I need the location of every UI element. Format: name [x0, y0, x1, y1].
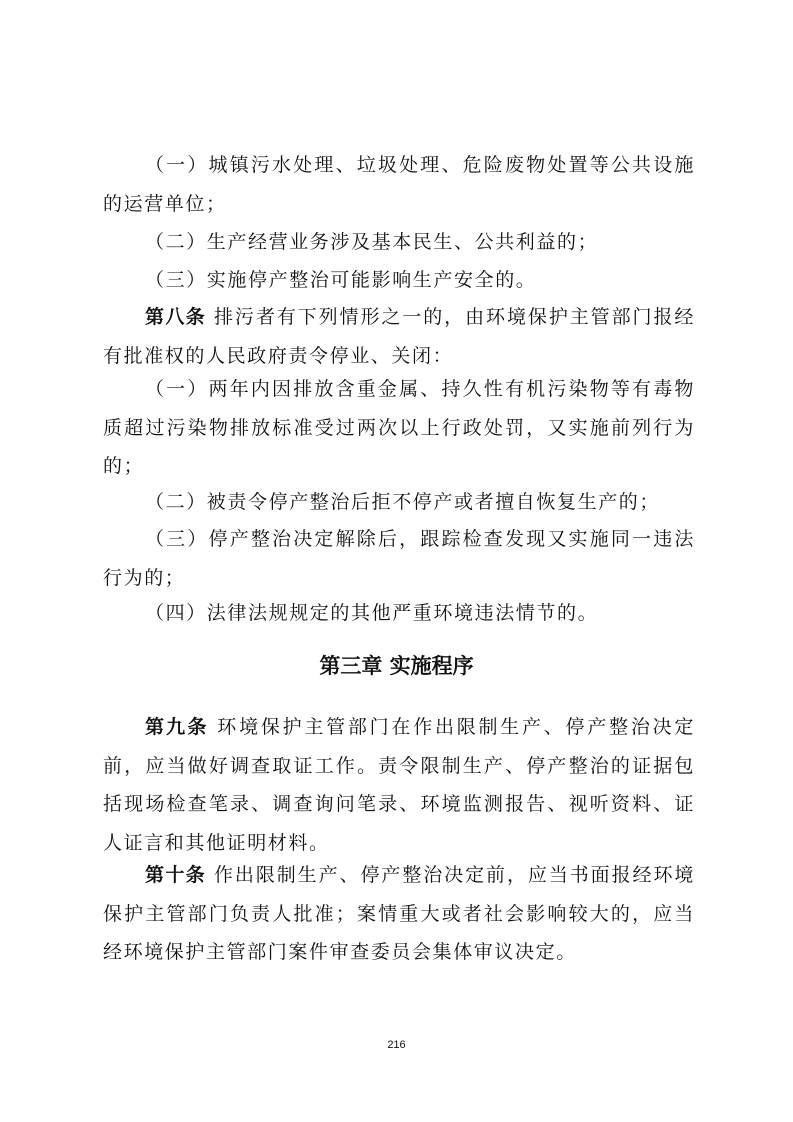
article-8-title: 第八条	[145, 306, 206, 328]
article-9-title: 第九条	[145, 716, 209, 738]
paragraph-item-7	[103, 594, 695, 633]
paragraph-text: （四）法律法规规定的其他严重环境违法情节的。	[145, 602, 599, 624]
paragraph-item-3	[103, 261, 695, 300]
paragraph-text: （三）停产整治决定解除后，跟踪检查发现又实施同一违法行为的；	[103, 528, 695, 589]
paragraph-text: （一）城镇污水处理、垃圾处理、危险废物处置等公共设施的运营单位；	[103, 154, 695, 215]
paragraph-text: （二）生产经营业务涉及基本民生、公共利益的；	[145, 231, 599, 253]
paragraph-text: （一）两年内因排放含重金属、持久性有机污染物等有毒物质超过污染物排放标准受过两次以上行政处罚，又实施前列行为的；	[103, 378, 695, 477]
article-9	[103, 708, 695, 862]
paragraph-text: 排污者有下列情形之一的，由环境保护主管部门报经有批准权的人民政府责令停业、关闭：	[103, 306, 695, 367]
paragraph-text: 环境保护主管部门在作出限制生产、停产整治决定前，应当做好调查取证工作。责令限制生产、停产整治的证据包括现场检查笔录、调查询问笔录、环境监测报告、视听资料、证人证言和其他证明材料。	[103, 716, 695, 854]
paragraph-item-1	[103, 146, 695, 223]
page-number: 216	[387, 1039, 406, 1051]
paragraph-text: 作出限制生产、停产整治决定前，应当书面报经环境保护主管部门负责人批准；案情重大或者社会影响较大的，应当经环境保护主管部门案件审查委员会集体审议决定。	[103, 864, 695, 963]
chapter-heading: 第三章 实施程序	[319, 654, 474, 678]
paragraph-item-6	[103, 520, 695, 597]
paragraph-text: （三）实施停产整治可能影响生产安全的。	[145, 269, 537, 291]
paragraph-item-2	[103, 223, 695, 262]
article-8	[103, 298, 695, 375]
article-10-title: 第十条	[145, 864, 206, 886]
article-10	[103, 856, 695, 972]
paragraph-item-4	[103, 370, 695, 486]
paragraph-text: （二）被责令停产整治后拒不停产或者擅自恢复生产的；	[145, 491, 661, 513]
paragraph-item-5	[103, 483, 695, 522]
